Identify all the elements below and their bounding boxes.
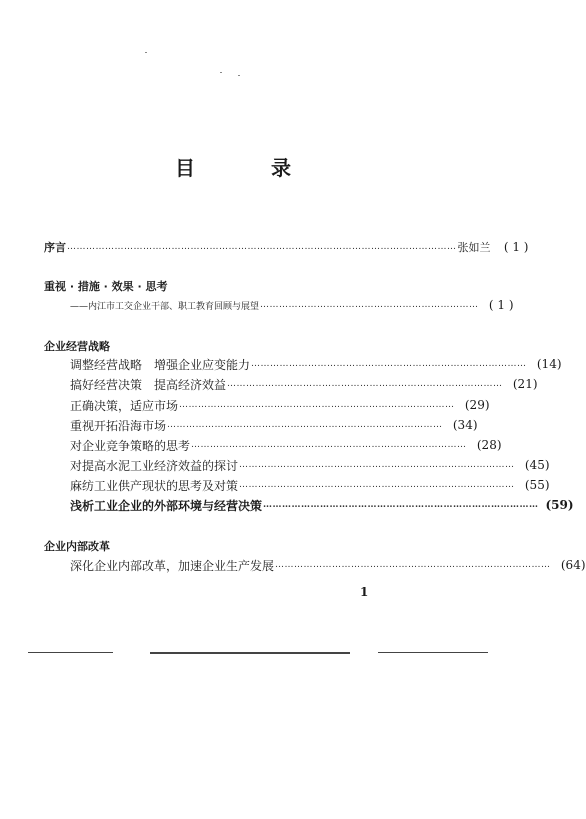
leader-dots: …………………………………………………………………………… (167, 420, 443, 430)
leader-dots: …………………………………………………………………………… (179, 400, 455, 410)
toc-entry[interactable] (70, 375, 538, 393)
toc-entry[interactable] (70, 396, 490, 414)
scan-rule (378, 652, 488, 653)
entry-label: 重视开拓沿海市场 (70, 418, 167, 433)
entry-label: 对企业竞争策略的思考 (70, 438, 191, 453)
leader-dots: …………………………………………………………………………… (239, 480, 515, 490)
section-heading: 企业内部改革 (44, 540, 110, 553)
entry-author: 张如兰 (457, 241, 491, 254)
entry-label: 对提高水泥工业经济效益的探讨 (70, 458, 239, 473)
leader-dots: …………………………………………………………………………… (227, 379, 503, 389)
entry-label: 正确决策，适应市场 (70, 398, 179, 413)
toc-entry[interactable] (70, 355, 562, 373)
entry-page: ( 1 ) (488, 298, 514, 312)
toc-entry[interactable] (70, 416, 478, 434)
scan-rule (28, 652, 113, 653)
entry-label: 深化企业内部改革，加速企业生产发展 (70, 558, 275, 573)
entry-page: (55) (524, 478, 550, 492)
entry-label: ——内江市工交企业干部、职工教育回顾与展望 (70, 301, 260, 312)
toc-entry[interactable] (70, 556, 586, 574)
toc-entry-preface[interactable] (44, 238, 529, 256)
entry-page: (28) (476, 438, 502, 452)
toc-entry[interactable] (70, 476, 550, 494)
toc-entry[interactable] (70, 296, 514, 314)
entry-page: ( 1 ) (503, 240, 529, 254)
toc-entry[interactable] (70, 456, 550, 474)
entry-page: (21) (512, 377, 538, 391)
entry-page: (59) (545, 498, 574, 512)
entry-page: (64) (560, 558, 586, 572)
leader-dots: …………………………………………………………………………… (239, 460, 515, 470)
scan-speck (220, 72, 222, 73)
leader-dots: …………………………………………………………………………… (191, 440, 467, 450)
page-number: 1 (360, 585, 369, 599)
entry-page: (45) (524, 458, 550, 472)
entry-page: (34) (452, 418, 478, 432)
scan-speck (145, 52, 147, 53)
toc-entry[interactable] (70, 436, 502, 454)
scan-speck (238, 75, 240, 76)
leader-dots: …………………………………………………………………………… (251, 359, 527, 369)
entry-label: 搞好经营决策 提高经济效益 (70, 377, 227, 392)
entry-label: 序言 (44, 241, 66, 254)
leader-dots: …………………………………………………………………………… (263, 500, 539, 510)
toc-title: 目 录 (175, 156, 319, 180)
entry-label: 麻纺工业供产现状的思考及对策 (70, 478, 239, 493)
entry-label: 浅析工业企业的外部环境与经营决策 (70, 498, 263, 513)
entry-page: (29) (464, 398, 490, 412)
scan-rule (150, 652, 350, 654)
toc-entry[interactable] (70, 496, 574, 514)
leader-dots: …………………………………………………………………………………………………………… (67, 242, 457, 252)
section-heading: 企业经营战略 (44, 340, 110, 353)
entry-page: (14) (536, 357, 562, 371)
leader-dots: …………………………………………………………… (260, 300, 479, 310)
entry-label: 调整经营战略 增强企业应变能力 (70, 357, 251, 372)
leader-dots: …………………………………………………………………………… (275, 560, 551, 570)
section-heading: 重视 · 措施 · 效果 · 思考 (44, 280, 168, 293)
